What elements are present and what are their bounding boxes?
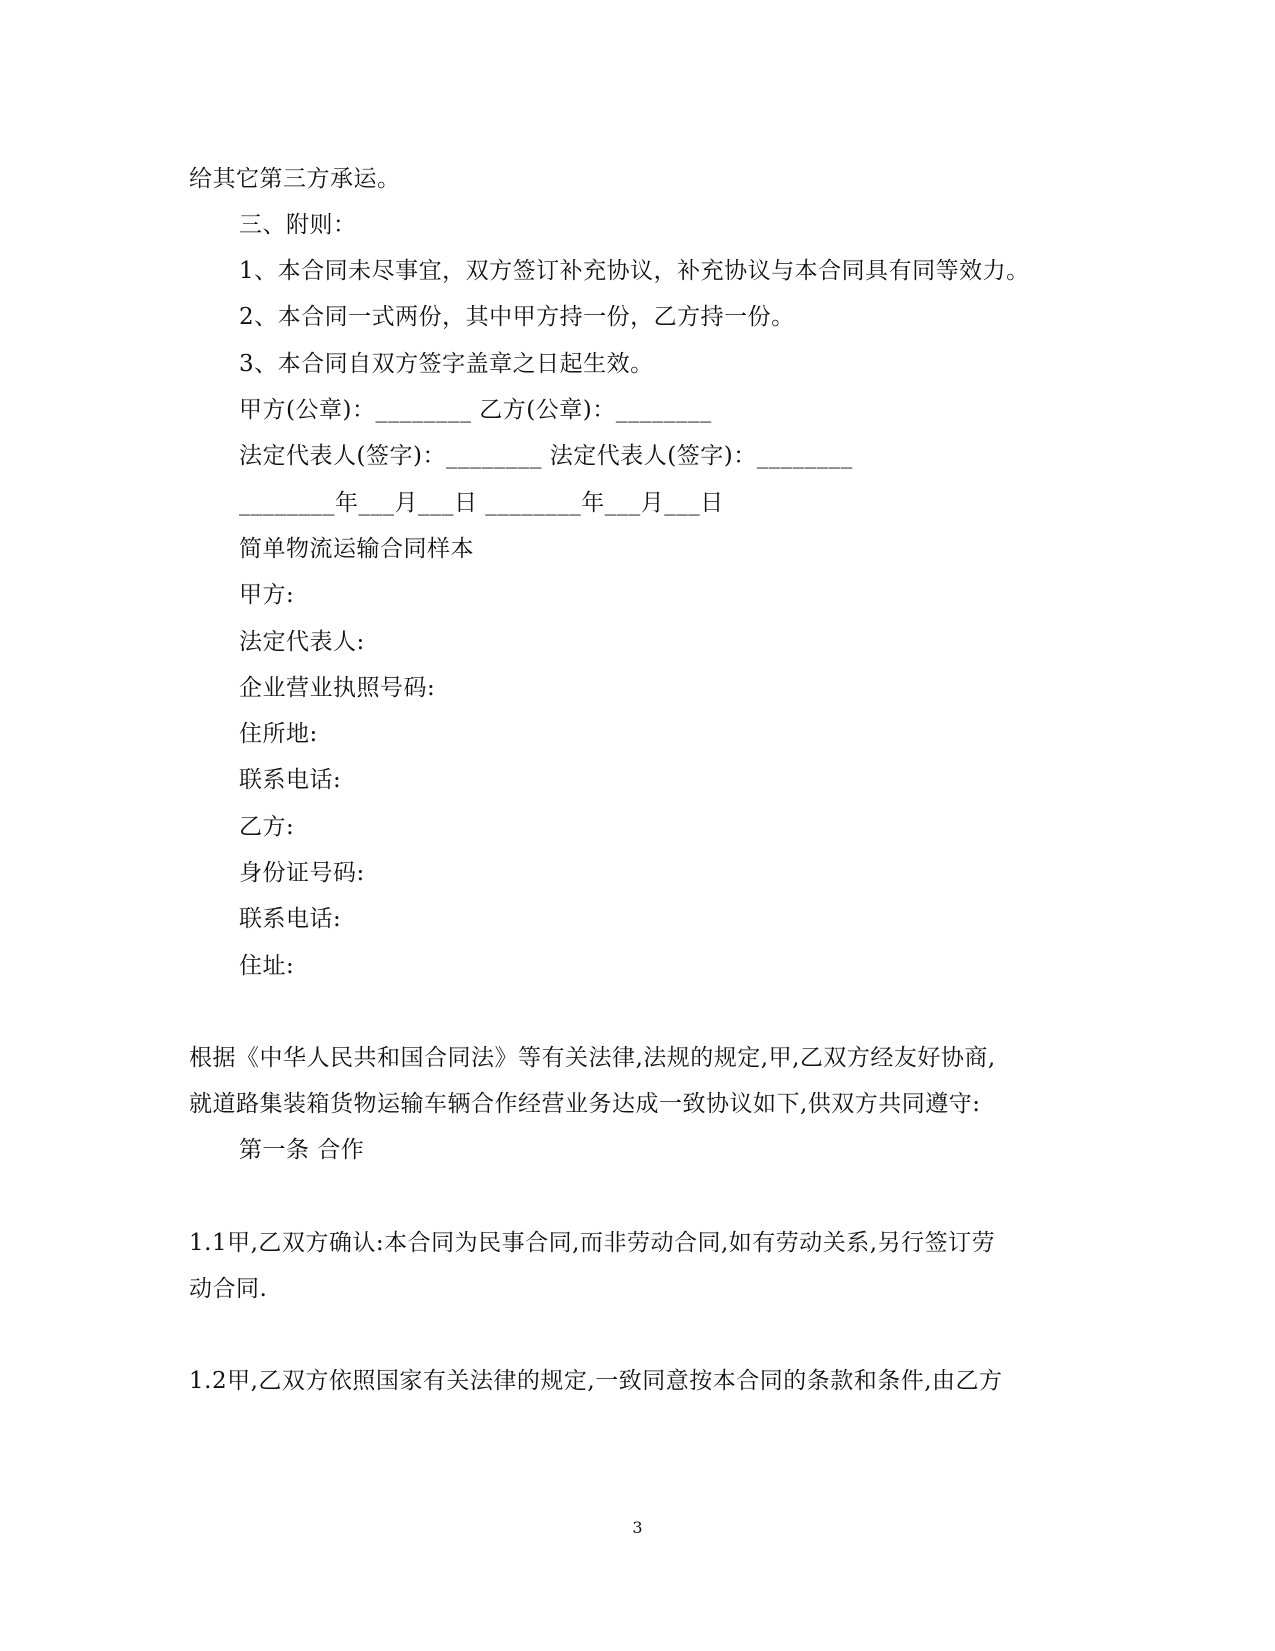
text-line: 给其它第三方承运。 (189, 166, 401, 192)
signature-line: 法定代表人(签字)：________ 法定代表人(签字)：________ (239, 443, 853, 469)
field-label: 住所地: (239, 721, 318, 747)
clause-line: 2、本合同一式两份，其中甲方持一份，乙方持一份。 (239, 304, 795, 330)
clause-line: 1、本合同未尽事宜，双方签订补充协议，补充协议与本合同具有同等效力。 (239, 258, 1030, 284)
field-label: 住址: (239, 953, 295, 979)
document-title: 简单物流运输合同样本 (239, 536, 474, 562)
paragraph-line: 就道路集装箱货物运输车辆合作经营业务达成一致协议如下,供双方共同遵守: (189, 1091, 981, 1117)
field-label: 联系电话: (239, 767, 342, 793)
clause-line: 3、本合同自双方签字盖章之日起生效。 (239, 351, 654, 377)
paragraph-line: 根据《中华人民共和国合同法》等有关法律,法规的规定,甲,乙双方经友好协商, (189, 1045, 996, 1071)
field-label: 企业营业执照号码: (239, 675, 436, 701)
clause-line: 1.1甲,乙双方确认:本合同为民事合同,而非劳动合同,如有劳动关系,另行签订劳 (189, 1230, 996, 1256)
field-label: 联系电话: (239, 906, 342, 932)
signature-line: 甲方(公章)：________ 乙方(公章)：________ (239, 397, 712, 423)
field-label: 法定代表人: (239, 629, 365, 655)
date-line: ________年___月___日 ________年___月___日 (239, 490, 724, 516)
clause-line: 1.2甲,乙双方依照国家有关法律的规定,一致同意按本合同的条款和条件,由乙方 (189, 1368, 1003, 1394)
field-label: 甲方: (239, 582, 295, 608)
section-heading: 三、附则： (239, 212, 357, 238)
clause-line: 动合同. (189, 1276, 268, 1302)
field-label: 乙方: (239, 814, 295, 840)
article-heading: 第一条 合作 (239, 1137, 365, 1163)
field-label: 身份证号码: (239, 860, 365, 886)
page-number: 3 (632, 1518, 643, 1537)
